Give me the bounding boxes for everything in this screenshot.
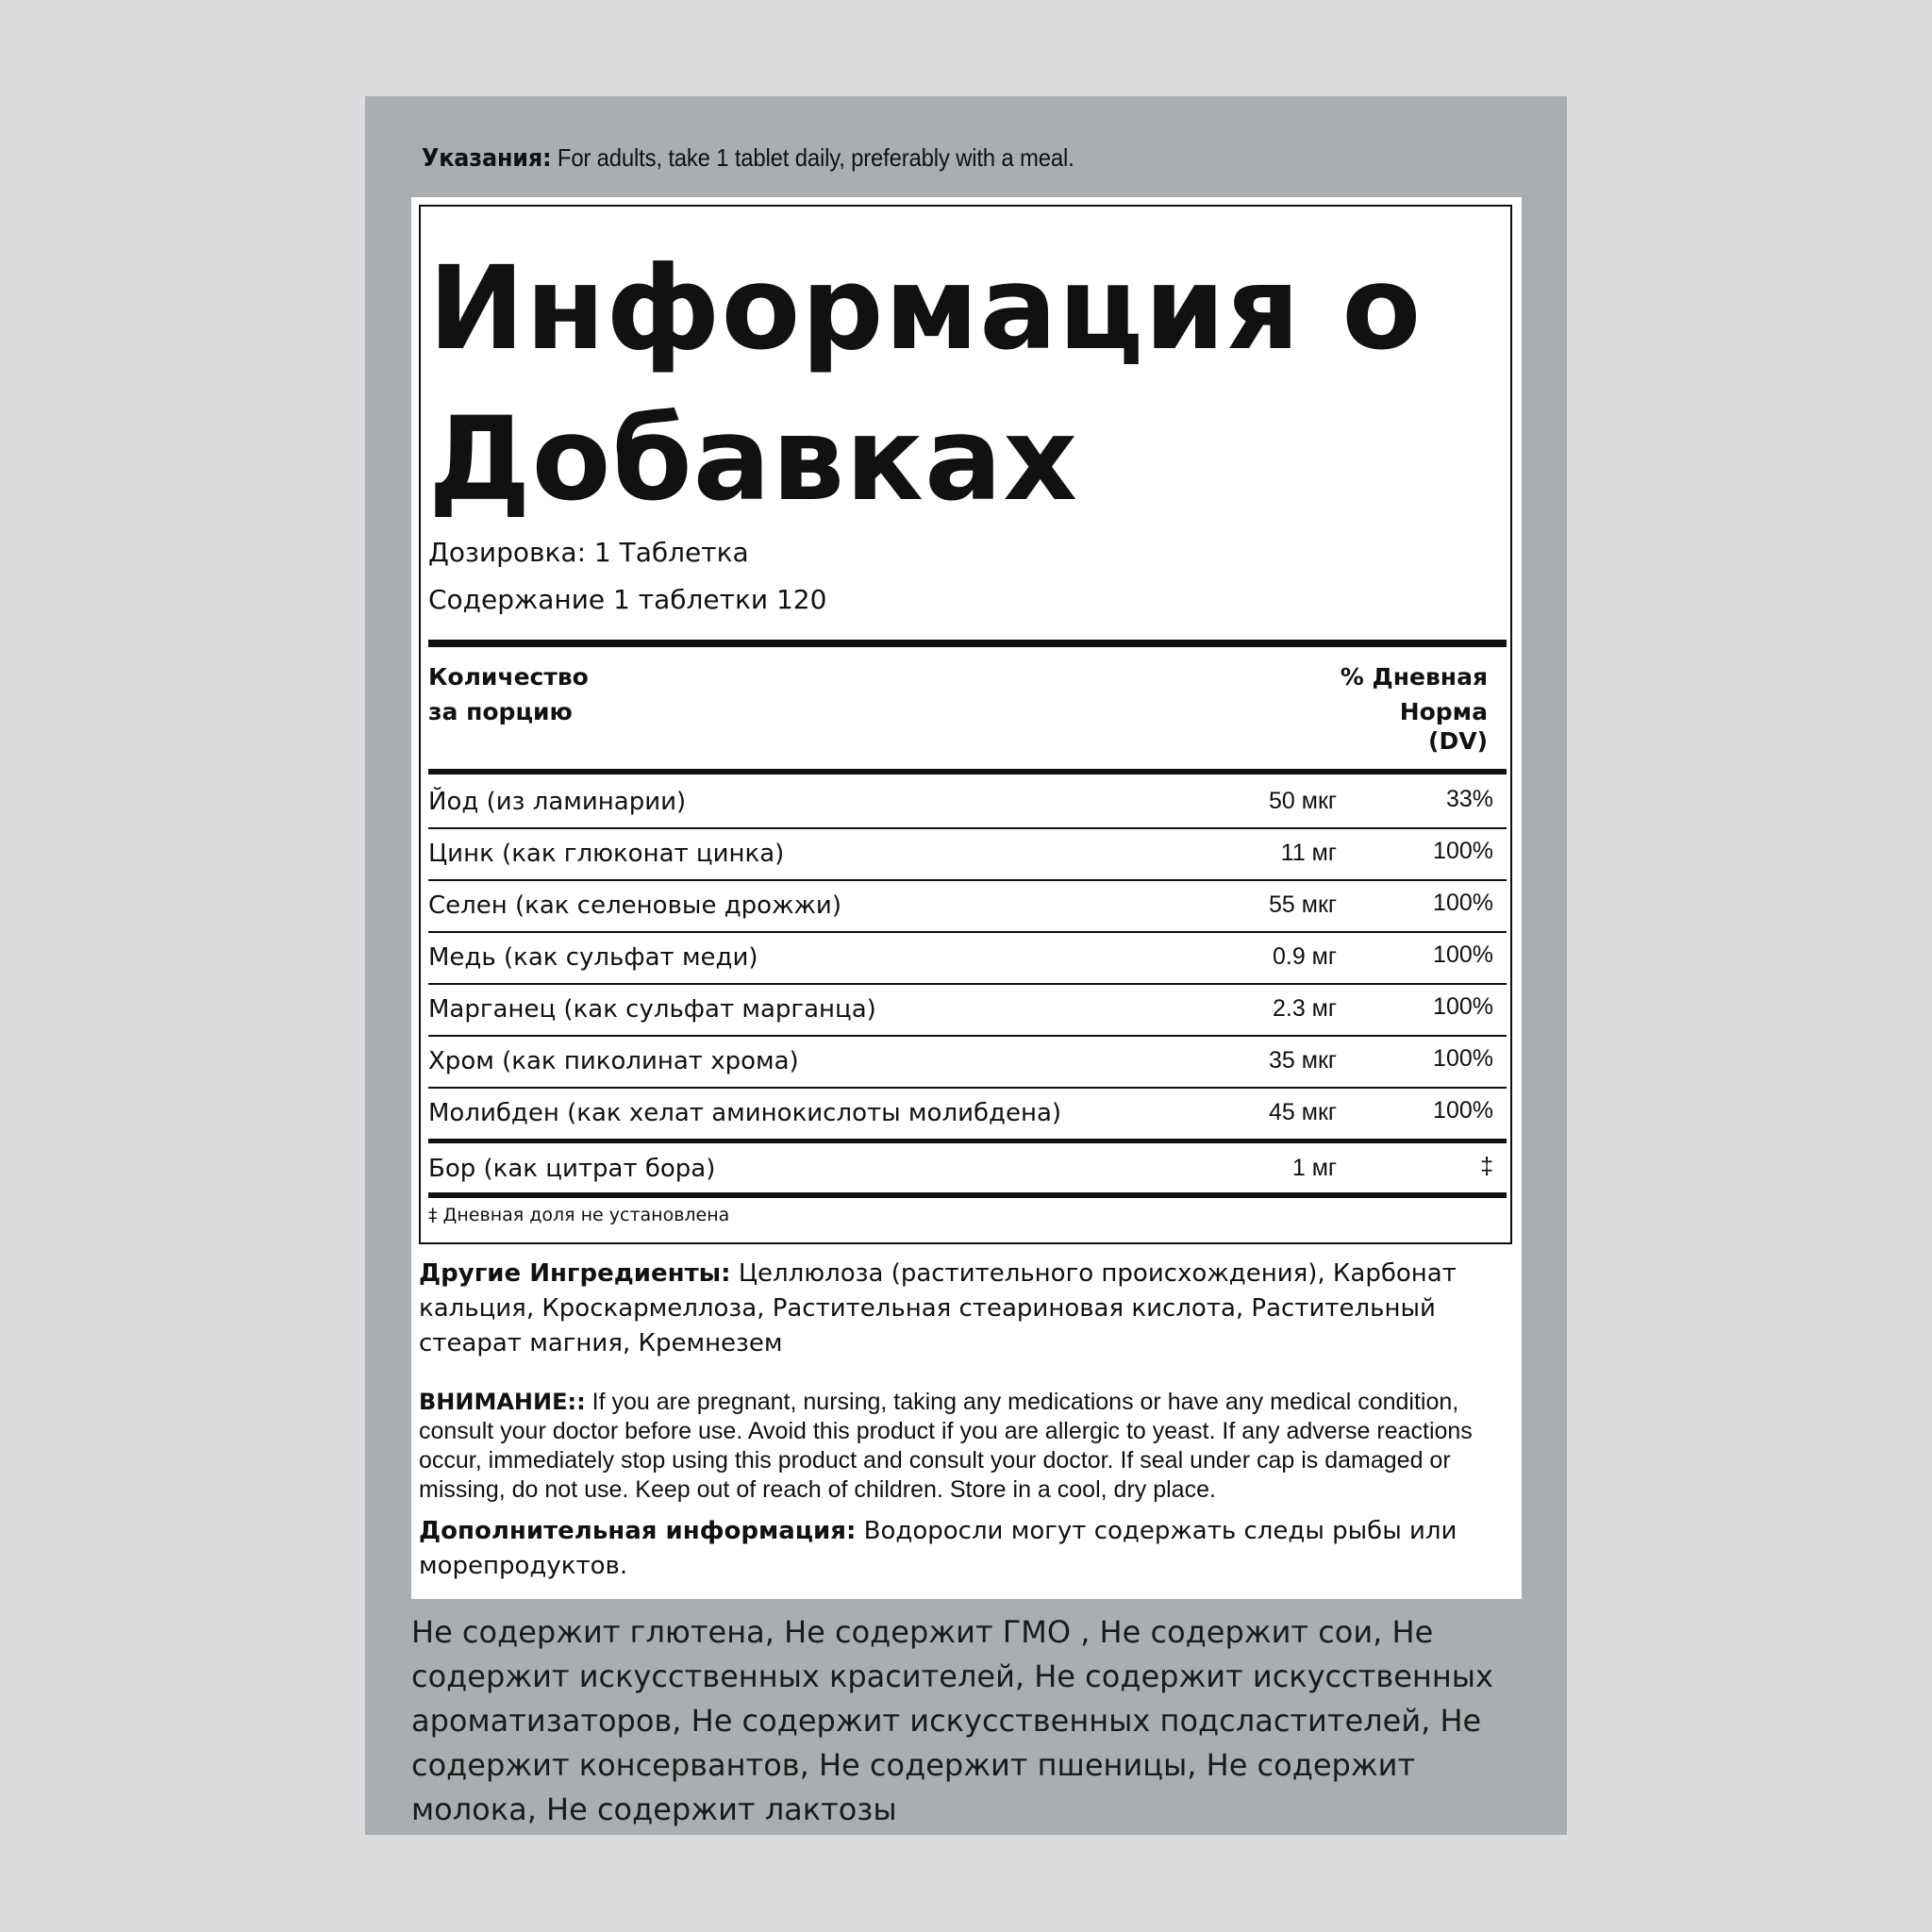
rule-thick-top <box>428 640 1507 647</box>
white-card <box>411 197 1522 1599</box>
nutrient-dv: 100% <box>1433 838 1493 864</box>
serving-size: Дозировка: 1 Таблетка <box>428 537 749 568</box>
nutrient-dv: 100% <box>1433 941 1493 968</box>
nutrient-dv: 100% <box>1433 890 1493 916</box>
nutrient-row <box>428 1036 1507 1087</box>
nutrient-dv: 33% <box>1445 786 1493 812</box>
warning <box>419 1388 1513 1505</box>
nutrient-row <box>428 1088 1507 1139</box>
nutrient-name: Молибден (как хелат аминокислоты молибдена) <box>428 1099 1062 1127</box>
nutrient-amount: 11 мг <box>1280 840 1337 866</box>
nutrient-amount: 50 мкг <box>1269 788 1337 814</box>
rule-thick-bottom <box>428 1192 1507 1198</box>
other-ingredients-text: Целлюлоза (растительного происхождения), Карбонат кальция, Кроскармеллоза, Растительная стеариновая кислота, Растительный стеарат магния, Кремнезем <box>419 1259 1457 1357</box>
nutrient-amount: 45 мкг <box>1269 1099 1337 1125</box>
warning-label: ВНИМАНИЕ:: <box>419 1389 586 1415</box>
nutrient-row <box>428 1143 1507 1194</box>
warning-text: If you are pregnant, nursing, taking any medications or have any medical condition, consult your doctor before use. Avoid this product if you are allergic to yeast. If any adverse reactions occur, immediately stop using this product and consult your doctor. If seal under cap is damaged or missing, do not use. Keep out of reach of children. Store in a cool, dry place. <box>419 1389 1473 1503</box>
nutrient-amount: 2.3 мг <box>1272 995 1337 1022</box>
nutrient-row <box>428 932 1507 983</box>
header-amount <box>428 659 589 729</box>
facts-title: Информация о Добавках <box>428 242 1423 526</box>
additional-info-text: Водоросли могут содержать следы рыбы или морепродуктов. <box>419 1517 1457 1580</box>
nutrient-name: Хром (как пиколинат хрома) <box>428 1047 799 1075</box>
header-dv-line2: Норма <box>1399 698 1488 725</box>
nutrient-name: Селен (как селеновые дрожжи) <box>428 891 841 920</box>
header-dv-line1: % Дневная <box>1340 663 1488 691</box>
label-panel <box>365 96 1567 1835</box>
nutrient-amount: 35 мкг <box>1269 1047 1337 1074</box>
rule-thick-header <box>428 769 1507 774</box>
additional-info <box>419 1514 1513 1584</box>
supplement-facts-box <box>419 205 1512 1244</box>
directions-label: Указания: <box>422 144 552 173</box>
nutrient-row <box>428 984 1507 1035</box>
directions-text <box>422 143 1074 173</box>
nutrient-dv: 100% <box>1433 993 1493 1020</box>
nutrient-name: Йод (из ламинарии) <box>428 788 687 816</box>
nutrient-name: Бор (как цитрат бора) <box>428 1155 716 1183</box>
nutrient-row <box>428 828 1507 879</box>
header-amount-line1: Количество <box>428 663 589 691</box>
nutrient-dv: 100% <box>1433 1045 1493 1072</box>
header-dv <box>1341 659 1488 754</box>
nutrient-dv: ‡ <box>1480 1153 1493 1179</box>
nutrient-amount: 1 мг <box>1291 1155 1337 1181</box>
nutrient-row <box>428 776 1507 827</box>
nutrient-name: Цинк (как глюконат цинка) <box>428 840 785 868</box>
nutrient-dv: 100% <box>1433 1097 1493 1124</box>
servings-per-container: Содержание 1 таблетки 120 <box>428 584 827 615</box>
other-ingredients <box>419 1257 1513 1361</box>
nutrient-name: Марганец (как сульфат марганца) <box>428 995 876 1024</box>
nutrient-amount: 55 мкг <box>1269 891 1337 918</box>
header-dv-line3: (DV) <box>1428 727 1488 755</box>
free-from-claims: Не содержит глютена, Не содержит ГМО , Не содержит сои, Не содержит искусственных красителей, Не содержит искусственных ароматизаторов, Не содержит искусственных подсластителей, Не содержит консервантов, Не содержит пшеницы, Не содержит молока, Не содержит лактозы <box>411 1614 1493 1827</box>
nutrient-row <box>428 880 1507 931</box>
nutrient-name: Медь (как сульфат меди) <box>428 943 758 972</box>
footnote: ‡ Дневная доля не установлена <box>428 1205 730 1225</box>
nutrient-amount: 0.9 мг <box>1272 943 1337 970</box>
other-ingredients-label: Другие Ингредиенты: <box>419 1259 731 1288</box>
directions-body: For adults, take 1 tablet daily, preferably with a meal. <box>551 143 1074 172</box>
header-amount-line2: за порцию <box>428 698 573 725</box>
additional-info-label: Дополнительная информация: <box>419 1517 857 1545</box>
